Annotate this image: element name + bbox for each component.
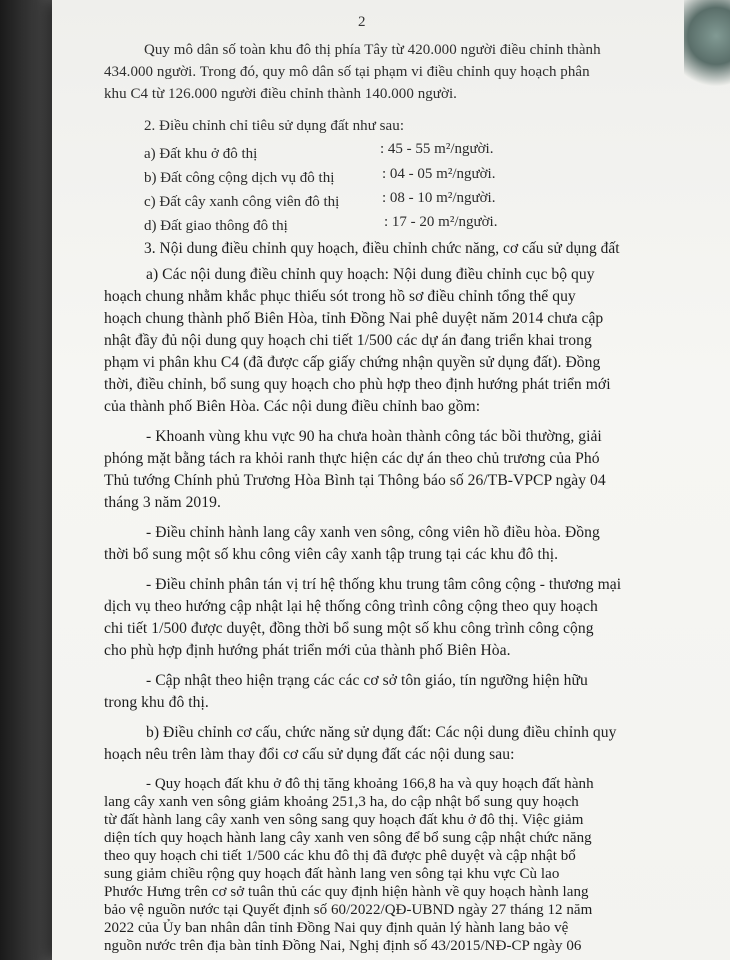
indicator-label-d: d) Đất giao thông đô thị	[144, 218, 288, 234]
bullet-3-line-2: dịch vụ theo hướng cập nhật lại hệ thống công trình công cộng theo quy hoạch	[104, 598, 598, 615]
intro-line-2: 434.000 người. Trong đó, quy mô dân số tại phạm vi điều chỉnh quy hoạch phân	[104, 64, 590, 80]
indicator-value-b: : 04 - 05 m²/người.	[382, 166, 496, 182]
bullet-1-line-3: Thủ tướng Chính phủ Trương Hòa Bình tại Thông báo số 26/TB-VPCP ngày 04	[104, 472, 606, 489]
para-a-line-4: nhật đầy đủ nội dung quy hoạch chi tiết 1/500 các dự án đang triển khai trong	[104, 332, 592, 349]
bullet-4-line-2: trong khu đô thị.	[104, 694, 209, 711]
bullet-5-line-1: - Quy hoạch đất khu ở đô thị tăng khoảng 166,8 ha và quy hoạch đất hành	[146, 776, 594, 792]
para-a-line-3: hoạch chung thành phố Biên Hòa, tỉnh Đồng Nai phê duyệt năm 2014 chưa cập	[104, 310, 604, 327]
indicator-value-d: : 17 - 20 m²/người.	[384, 214, 498, 230]
bullet-1-line-2: phóng mặt bằng tách ra khỏi ranh thực hiện các dự án theo chủ trương của Phó	[104, 450, 600, 467]
bullet-3-line-4: cho phù hợp định hướng phát triển mới của thành phố Biên Hòa.	[104, 642, 511, 659]
indicator-label-a: a) Đất khu ở đô thị	[144, 146, 258, 162]
para-a-line-7: của thành phố Biên Hòa. Các nội dung điều chỉnh bao gồm:	[104, 398, 481, 415]
corner-background-decoration	[684, 0, 730, 90]
bullet-3-line-3: chi tiết 1/500 được duyệt, đồng thời bổ sung một số khu công trình công cộng	[104, 620, 594, 637]
intro-line-3: khu C4 từ 126.000 người điều chỉnh thành 140.000 người.	[104, 86, 457, 102]
indicator-value-a: : 45 - 55 m²/người.	[380, 141, 494, 157]
bullet-1-line-1: - Khoanh vùng khu vực 90 ha chưa hoàn thành công tác bồi thường, giải	[146, 428, 602, 445]
para-a-line-2: hoạch chung nhằm khắc phục thiếu sót trong hồ sơ điều chỉnh tổng thể quy	[104, 288, 576, 305]
para-b-line-2: hoạch nêu trên làm thay đổi cơ cấu sử dụng đất các nội dung sau:	[104, 746, 515, 763]
bullet-5-line-4: diện tích quy hoạch hành lang cây xanh ven sông để bổ sung cập nhật chức năng	[104, 830, 592, 846]
bullet-5-line-3: từ đất hành lang cây xanh ven sông sang quy hoạch đất khu ở đô thị. Việc giảm	[104, 812, 584, 828]
bullet-5-line-7: Phước Hưng trên cơ sở tuân thủ các quy định hiện hành về quy hoạch hành lang	[104, 884, 589, 900]
bullet-5-line-6: sung giảm chiều rộng quy hoạch đất hành lang ven sông tại khu vực Cù lao	[104, 866, 560, 882]
bullet-5-line-5: theo quy hoạch chi tiết 1/500 các khu đô thị đã được phê duyệt và cập nhật bổ	[104, 848, 576, 864]
indicator-label-c: c) Đất cây xanh công viên đô thị	[144, 194, 340, 210]
bullet-4-line-1: - Cập nhật theo hiện trạng các các cơ sở tôn giáo, tín ngưỡng hiện hữu	[146, 672, 588, 689]
section-3-title: 3. Nội dung điều chỉnh quy hoạch, điều chỉnh chức năng, cơ cấu sử dụng đất	[144, 240, 620, 257]
indicator-label-b: b) Đất công cộng dịch vụ đô thị	[144, 170, 335, 186]
section-2-title: 2. Điều chỉnh chỉ tiêu sử dụng đất như sau:	[144, 118, 405, 134]
para-a-line-5: phạm vi phân khu C4 (đã được cấp giấy chứng nhận quyền sử dụng đất). Đồng	[104, 354, 601, 371]
bullet-5-line-2: lang cây xanh ven sông giảm khoảng 251,3 ha, do cập nhật bổ sung quy hoạch	[104, 794, 579, 810]
bullet-5-line-8: bảo vệ nguồn nước tại Quyết định số 60/2022/QĐ-UBND ngày 27 tháng 12 năm	[104, 902, 593, 918]
left-background-shadow	[0, 0, 52, 960]
intro-line-1: Quy mô dân số toàn khu đô thị phía Tây từ 420.000 người điều chỉnh thành	[144, 42, 601, 58]
bullet-2-line-2: thời bổ sung một số khu công viên cây xanh tập trung tại các khu đô thị.	[104, 546, 559, 563]
bullet-5-line-10: nguồn nước trên địa bàn tỉnh Đồng Nai, Nghị định số 43/2015/NĐ-CP ngày 06	[104, 938, 582, 954]
para-a-line-6: thời, điều chỉnh, bổ sung quy hoạch cho phù hợp theo định hướng phát triển mới	[104, 376, 611, 393]
page-number: 2	[358, 14, 366, 30]
para-b-line-1: b) Điều chỉnh cơ cấu, chức năng sử dụng đất: Các nội dung điều chỉnh quy	[146, 724, 617, 741]
bullet-3-line-1: - Điều chỉnh phân tán vị trí hệ thống khu trung tâm công cộng - thương mại	[146, 576, 622, 593]
indicator-value-c: : 08 - 10 m²/người.	[382, 190, 496, 206]
bullet-2-line-1: - Điều chỉnh hành lang cây xanh ven sông, công viên hồ điều hòa. Đồng	[146, 524, 600, 541]
bullet-1-line-4: tháng 3 năm 2019.	[104, 494, 221, 511]
para-a-line-1: a) Các nội dung điều chỉnh quy hoạch: Nội dung điều chỉnh cục bộ quy	[146, 266, 595, 283]
bullet-5-line-9: 2022 của Ủy ban nhân dân tỉnh Đồng Nai quy định quản lý hành lang bảo vệ	[104, 920, 569, 936]
document-page	[52, 0, 730, 960]
